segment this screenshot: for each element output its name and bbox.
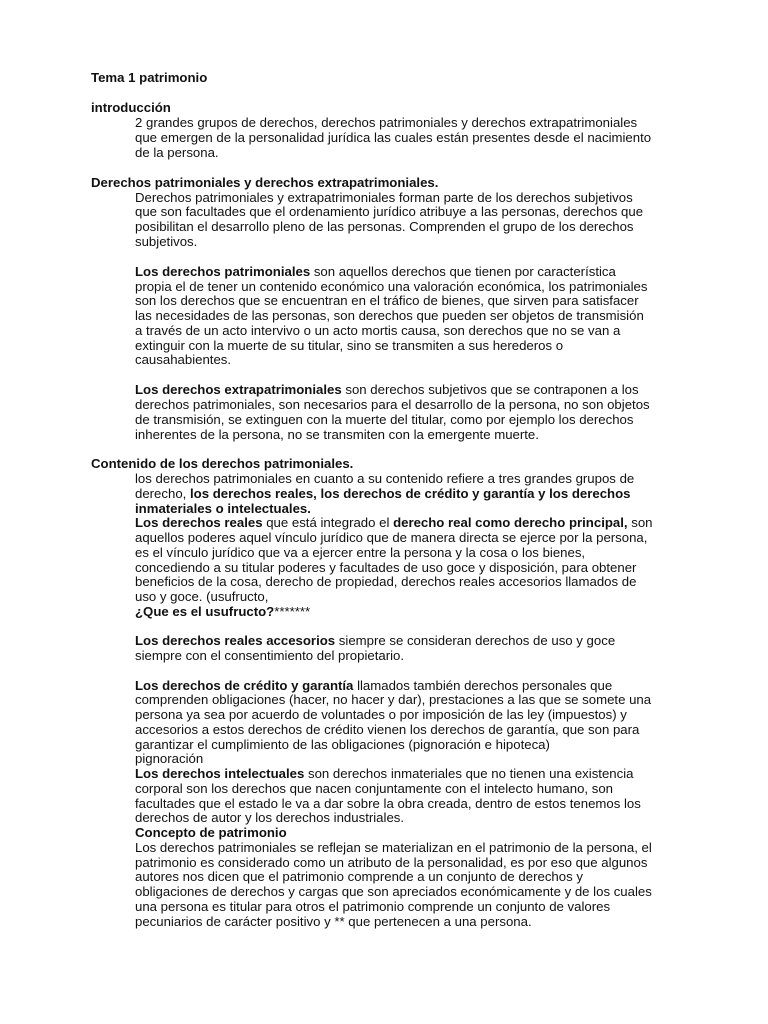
paragraph-line: a través de un acto intervivo o un acto mortis causa, son derechos que no se van a [135,323,621,338]
patrimoniales-paragraph-start [135,264,616,279]
paragraph-line: derechos de autor y los derechos industriales. [135,810,405,825]
intro-heading: introducción [91,100,171,115]
paragraph-line: Derechos patrimoniales y extrapatrimoniales forman parte de los derechos subjetivos [135,190,633,205]
paragraph-line: accesorios a estos derechos de crédito vienen los derechos de garantía, que son para [135,722,640,737]
paragraph-line: Los derechos patrimoniales se reflejan se materializan en el patrimonio de la persona, el [135,840,652,855]
intro-line: de la persona. [135,145,219,160]
paragraph-line: una persona es titular para otros el patrimonio comprende un conjunto de valores [135,899,611,914]
paragraph-line: autores nos dicen que el patrimonio comprende a un conjunto de derechos y [135,869,583,884]
paragraph-line: que son facultades que el ordenamiento jurídico atribuye a las personas, derechos que [135,204,644,219]
paragraph-line: inherentes de la persona, no se transmiten con la emergente muerte. [135,427,539,442]
section-heading-contenido: Contenido de los derechos patrimoniales. [91,456,354,471]
bold-text: los derechos reales, los derechos de crédito y garantía y los derechos [190,486,631,501]
term-derechos-reales: Los derechos reales [135,515,263,530]
paragraph-line: posibilitan el desarrollo pleno de las personas. Comprenden el grupo de los derechos [135,219,634,234]
paragraph-line: es el vínculo jurídico que va a ejercer entre la persona y la cosa o los bienes, [135,545,586,560]
extrapatrimoniales-paragraph-start [135,382,639,397]
inline-text: son derechos subjetivos que se contraponen a los [341,382,639,397]
paragraph-line: garantizar el cumplimiento de las obligaciones (pignoración e hipoteca) [135,737,550,752]
paragraph-line: concediendo a su titular poderes y facultades de uso goce y disposición, para obtener [135,560,637,575]
paragraph-line: siempre con el consentimiento del propietario. [135,648,405,663]
accesorios-paragraph-start [135,633,615,648]
paragraph-line: de transmisión, se extinguen con la muerte del titular, como por ejemplo los derechos [135,412,634,427]
term-derechos-credito-garantia: Los derechos de crédito y garantía [135,678,354,693]
paragraph-line: propia el de tener un contenido económico una valoración económica, los patrimoniales [135,279,648,294]
usufructo-question [135,604,310,619]
document-title: Tema 1 patrimonio [91,70,208,85]
paragraph-line: subjetivos. [135,234,198,249]
paragraph-line: patrimonio es considerado como un atributo de la personalidad, es por eso que algunos [135,855,648,870]
term-derechos-extrapatrimoniales: Los derechos extrapatrimoniales [135,382,342,397]
inline-text: derecho, [135,486,190,501]
paragraph-line [135,486,631,501]
inline-text: son derechos inmateriales que no tienen una existencia [304,766,634,781]
inline-text: ******* [274,604,311,619]
intro-line: que emergen de la personalidad jurídica las cuales están presentes desde el nacimiento [135,130,652,145]
paragraph-line: causahabientes. [135,352,232,367]
paragraph-line: pecuniarios de carácter positivo y ** que pertenecen a una persona. [135,914,532,929]
inline-text: siempre se consideran derechos de uso y goce [335,633,616,648]
paragraph-line: uso y goce. (usufructo, [135,589,269,604]
term-derechos-reales-accesorios: Los derechos reales accesorios [135,633,336,648]
inline-text: son aquellos derechos que tienen por característica [310,264,616,279]
intro-line: 2 grandes grupos de derechos, derechos patrimoniales y derechos extrapatrimoniales [135,115,638,130]
paragraph-line: son los derechos que se encuentran en el tráfico de bienes, que sirven para satisfacer [135,293,639,308]
paragraph-line: obligaciones de derechos y cargas que son apreciados económicamente y de los cuales [135,884,652,899]
intelectuales-paragraph-start [135,766,633,781]
term-derechos-patrimoniales: Los derechos patrimoniales [135,264,311,279]
bold-text: ¿Que es el usufructo? [135,604,275,619]
paragraph-line: extinguir con la muerte de su titular, sino se transmiten a sus herederos o [135,338,564,353]
paragraph-line: comprenden obligaciones (hacer, no hacer y dar), prestaciones a las que se somete una [135,692,652,707]
paragraph-line: facultades que el estado le va a dar sobre la obra creada, dentro de estos tenemos los [135,796,641,811]
paragraph-line: persona ya sea por acuerdo de voluntades o por imposición de las ley (impuestos) y [135,707,627,722]
paragraph-line: corporal son los derechos que nacen conjuntamente con el intelecto humano, son [135,781,613,796]
paragraph-line: aquellos poderes aquel vínculo jurídico que de manera directa se ejerce por la persona, [135,530,648,545]
concepto-heading: Concepto de patrimonio [135,825,287,840]
section-heading-derechos: Derechos patrimoniales y derechos extrapatrimoniales. [91,175,439,190]
paragraph-line: pignoración [135,751,204,766]
paragraph-line: derechos patrimoniales, son necesarios para el desarrollo de la persona, no son objetos [135,397,650,412]
inline-text: que está integrado el [262,515,394,530]
paragraph-line: beneficios de la cosa, derecho de propiedad, derechos reales accesorios llamados de [135,574,637,589]
paragraph-line: las necesidades de las personas, son derechos que pueden ser objetos de transmisión [135,308,644,323]
inline-text: llamados también derechos personales que [353,678,613,693]
credito-paragraph-start [135,678,612,693]
term-derecho-real-principal: derecho real como derecho principal, [393,515,628,530]
reales-paragraph-start [135,515,653,530]
term-derechos-intelectuales: Los derechos intelectuales [135,766,305,781]
paragraph-line: inmateriales o intelectuales. [135,501,311,516]
inline-text: son [627,515,653,530]
paragraph-line: los derechos patrimoniales en cuanto a su contenido refiere a tres grandes grupos de [135,471,635,486]
